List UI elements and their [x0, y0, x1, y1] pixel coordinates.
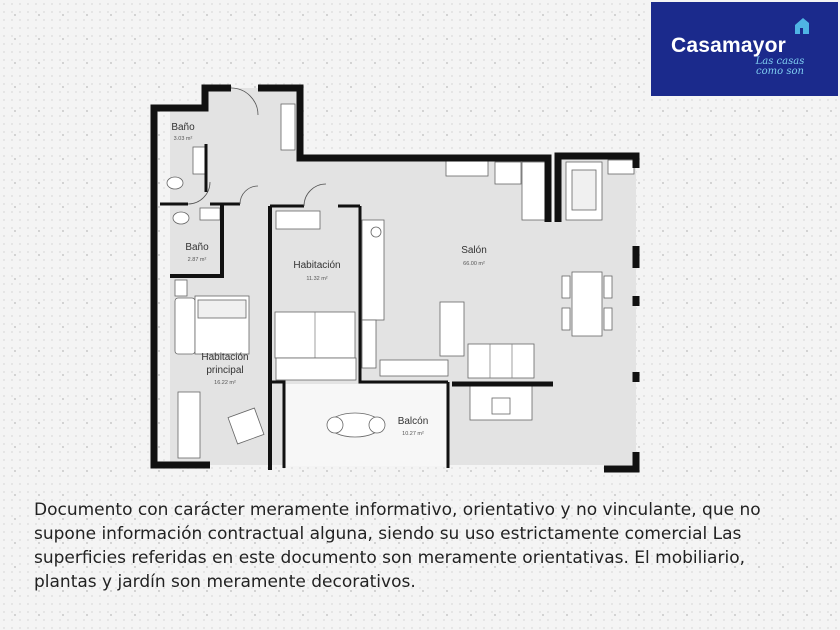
shelf	[608, 160, 634, 174]
brand-tagline-line-1: Las casas	[755, 56, 805, 67]
room-label-habitacion-principal-1: Habitación	[201, 352, 249, 363]
room-label-habitacion-principal-2: principal	[206, 365, 244, 376]
salon-sofa	[468, 344, 534, 378]
room-label-bano-1: Baño	[171, 122, 195, 133]
room-area-bano-1: 3.03 m²	[173, 136, 193, 142]
hall-closet	[281, 104, 295, 150]
toilet-1	[167, 177, 183, 189]
desk	[276, 211, 320, 229]
room-area-balcon: 10.27 m²	[402, 431, 424, 437]
bedroom-shelves	[276, 358, 356, 380]
room-area-salon: 66.00 m²	[463, 261, 485, 267]
disclaimer	[34, 498, 834, 594]
kitchen-island	[440, 302, 464, 356]
stove	[371, 227, 381, 237]
master-wardrobe	[178, 392, 200, 458]
room-label-balcon: Balcón	[397, 416, 429, 427]
brand-tagline-line-2: como son	[756, 66, 804, 77]
room-area-habitacion: 11.32 m²	[306, 276, 328, 282]
disclaimer-line-2: supone información contractual alguna, siendo su uso estrictamente comercial Las	[34, 524, 742, 544]
room-area-bano-2: 2.87 m²	[187, 257, 207, 263]
dining-table	[572, 272, 602, 336]
disclaimer-line-4: plantas y jardín son meramente decorativos.	[34, 572, 416, 592]
side-cabinet	[495, 162, 521, 184]
room-label-habitacion: Habitación	[293, 260, 341, 271]
vanity-2	[200, 208, 220, 220]
bathtub	[175, 298, 195, 354]
vanity-1	[193, 147, 206, 174]
brand-name: Casamayor	[671, 34, 787, 57]
room-label-salon: Salón	[461, 245, 487, 256]
room-label-bano-2: Baño	[185, 242, 209, 253]
sink-master	[175, 280, 187, 296]
tv-unit	[446, 160, 488, 176]
toilet-2	[173, 212, 189, 224]
salon-cabinet	[522, 162, 546, 220]
room-area-habitacion-principal: 16.22 m²	[214, 380, 236, 386]
disclaimer-line-1: Documento con carácter meramente informativo, orientativo y no vinculante, que no	[34, 500, 761, 520]
kitchen-counter-2	[362, 320, 376, 368]
kitchen-base	[380, 360, 448, 376]
disclaimer-line-3: superficies referidas en este documento son meramente orientativas. El mobiliario,	[34, 548, 745, 568]
